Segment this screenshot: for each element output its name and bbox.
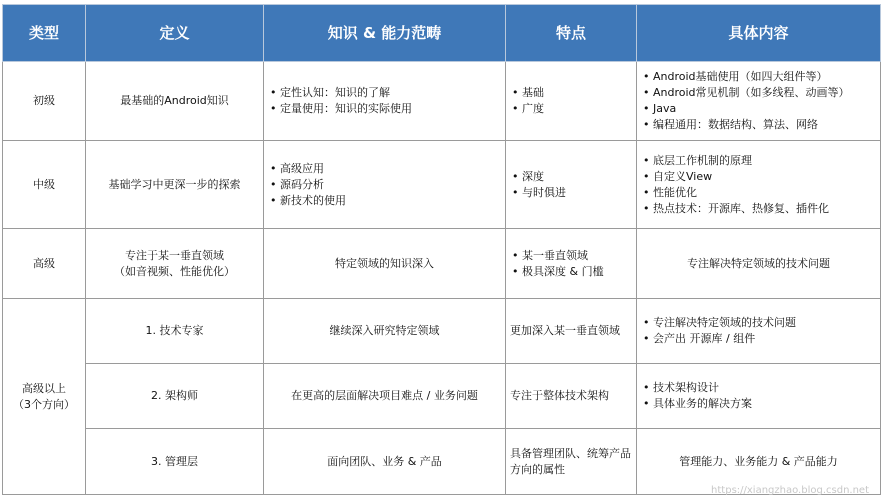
list-item: • 编程通用：数据结构、算法、网络: [641, 117, 876, 133]
table-row-intermediate: [3, 141, 881, 229]
cell-traits: [506, 62, 637, 141]
table-row-advanced: [3, 229, 881, 299]
list-item: • 性能优化: [641, 185, 876, 201]
list-item: • 具体业务的解决方案: [641, 396, 876, 412]
header-type: 类型: [3, 5, 86, 62]
definition-line: 专注于某一垂直领域: [125, 248, 224, 262]
list-item: • 自定义View: [641, 169, 876, 185]
header-definition: 定义: [86, 5, 264, 62]
list-item: • 某一垂直领域: [510, 248, 632, 264]
cell-traits: 专注于整体技术架构: [506, 364, 637, 429]
table-row-expert: [3, 299, 881, 364]
knowledge-table: [2, 4, 881, 495]
list-item: • 与时俱进: [510, 185, 632, 201]
cell-definition: 1. 技术专家: [86, 299, 264, 364]
list-item: • 会产出 开源库 / 组件: [641, 331, 876, 347]
list-item: • 热点技术：开源库、热修复、插件化: [641, 201, 876, 217]
watermark: https://xiangzhao.blog.csdn.net: [711, 485, 869, 496]
cell-traits: 具备管理团队、统筹产品方向的属性: [506, 429, 637, 495]
cell-type: 高级: [3, 229, 86, 299]
type-line: 高级以上: [22, 381, 66, 395]
cell-scope: 继续深入研究特定领域: [264, 299, 506, 364]
cell-type: [3, 299, 86, 495]
list-item: • 源码分析: [268, 177, 501, 193]
cell-definition: 2. 架构师: [86, 364, 264, 429]
cell-content: [637, 62, 881, 141]
list-item: • 新技术的使用: [268, 193, 501, 209]
cell-definition: [86, 229, 264, 299]
table-row-beginner: [3, 62, 881, 141]
header-row: [3, 5, 881, 62]
list-item: • 广度: [510, 101, 632, 117]
list-item: • 高级应用: [268, 161, 501, 177]
cell-type: 中级: [3, 141, 86, 229]
list-item: • Android常见机制（如多线程、动画等）: [641, 85, 876, 101]
cell-definition: 基础学习中更深一步的探索: [86, 141, 264, 229]
cell-scope: 面向团队、业务 & 产品: [264, 429, 506, 495]
cell-content: 管理能力、业务能力 & 产品能力: [637, 429, 881, 495]
list-item: • Java: [641, 101, 876, 117]
list-item: • 底层工作机制的原理: [641, 153, 876, 169]
cell-scope: 特定领域的知识深入: [264, 229, 506, 299]
list-item: • 定量使用：知识的实际使用: [268, 101, 501, 117]
definition-line: （如音视频、性能优化）: [114, 264, 235, 278]
cell-content: [637, 364, 881, 429]
list-item: • 定性认知：知识的了解: [268, 85, 501, 101]
cell-traits: 更加深入某一垂直领域: [506, 299, 637, 364]
list-item: • 技术架构设计: [641, 380, 876, 396]
cell-definition: 最基础的Android知识: [86, 62, 264, 141]
list-item: • 专注解决特定领域的技术问题: [641, 315, 876, 331]
list-item: • 基础: [510, 85, 632, 101]
cell-content: [637, 299, 881, 364]
cell-content: [637, 141, 881, 229]
table-row-architect: [3, 364, 881, 429]
header-scope: 知识 & 能力范畴: [264, 5, 506, 62]
list-item: • Android基础使用（如四大组件等）: [641, 69, 876, 85]
cell-content: 专注解决特定领域的技术问题: [637, 229, 881, 299]
header-content: 具体内容: [637, 5, 881, 62]
cell-scope: [264, 62, 506, 141]
type-line: （3个方向）: [13, 397, 75, 411]
cell-scope: [264, 141, 506, 229]
cell-definition: 3. 管理层: [86, 429, 264, 495]
cell-type: 初级: [3, 62, 86, 141]
cell-scope: 在更高的层面解决项目难点 / 业务问题: [264, 364, 506, 429]
list-item: • 深度: [510, 169, 632, 185]
header-traits: 特点: [506, 5, 637, 62]
cell-traits: [506, 141, 637, 229]
cell-traits: [506, 229, 637, 299]
list-item: • 极具深度 & 门槛: [510, 264, 632, 280]
